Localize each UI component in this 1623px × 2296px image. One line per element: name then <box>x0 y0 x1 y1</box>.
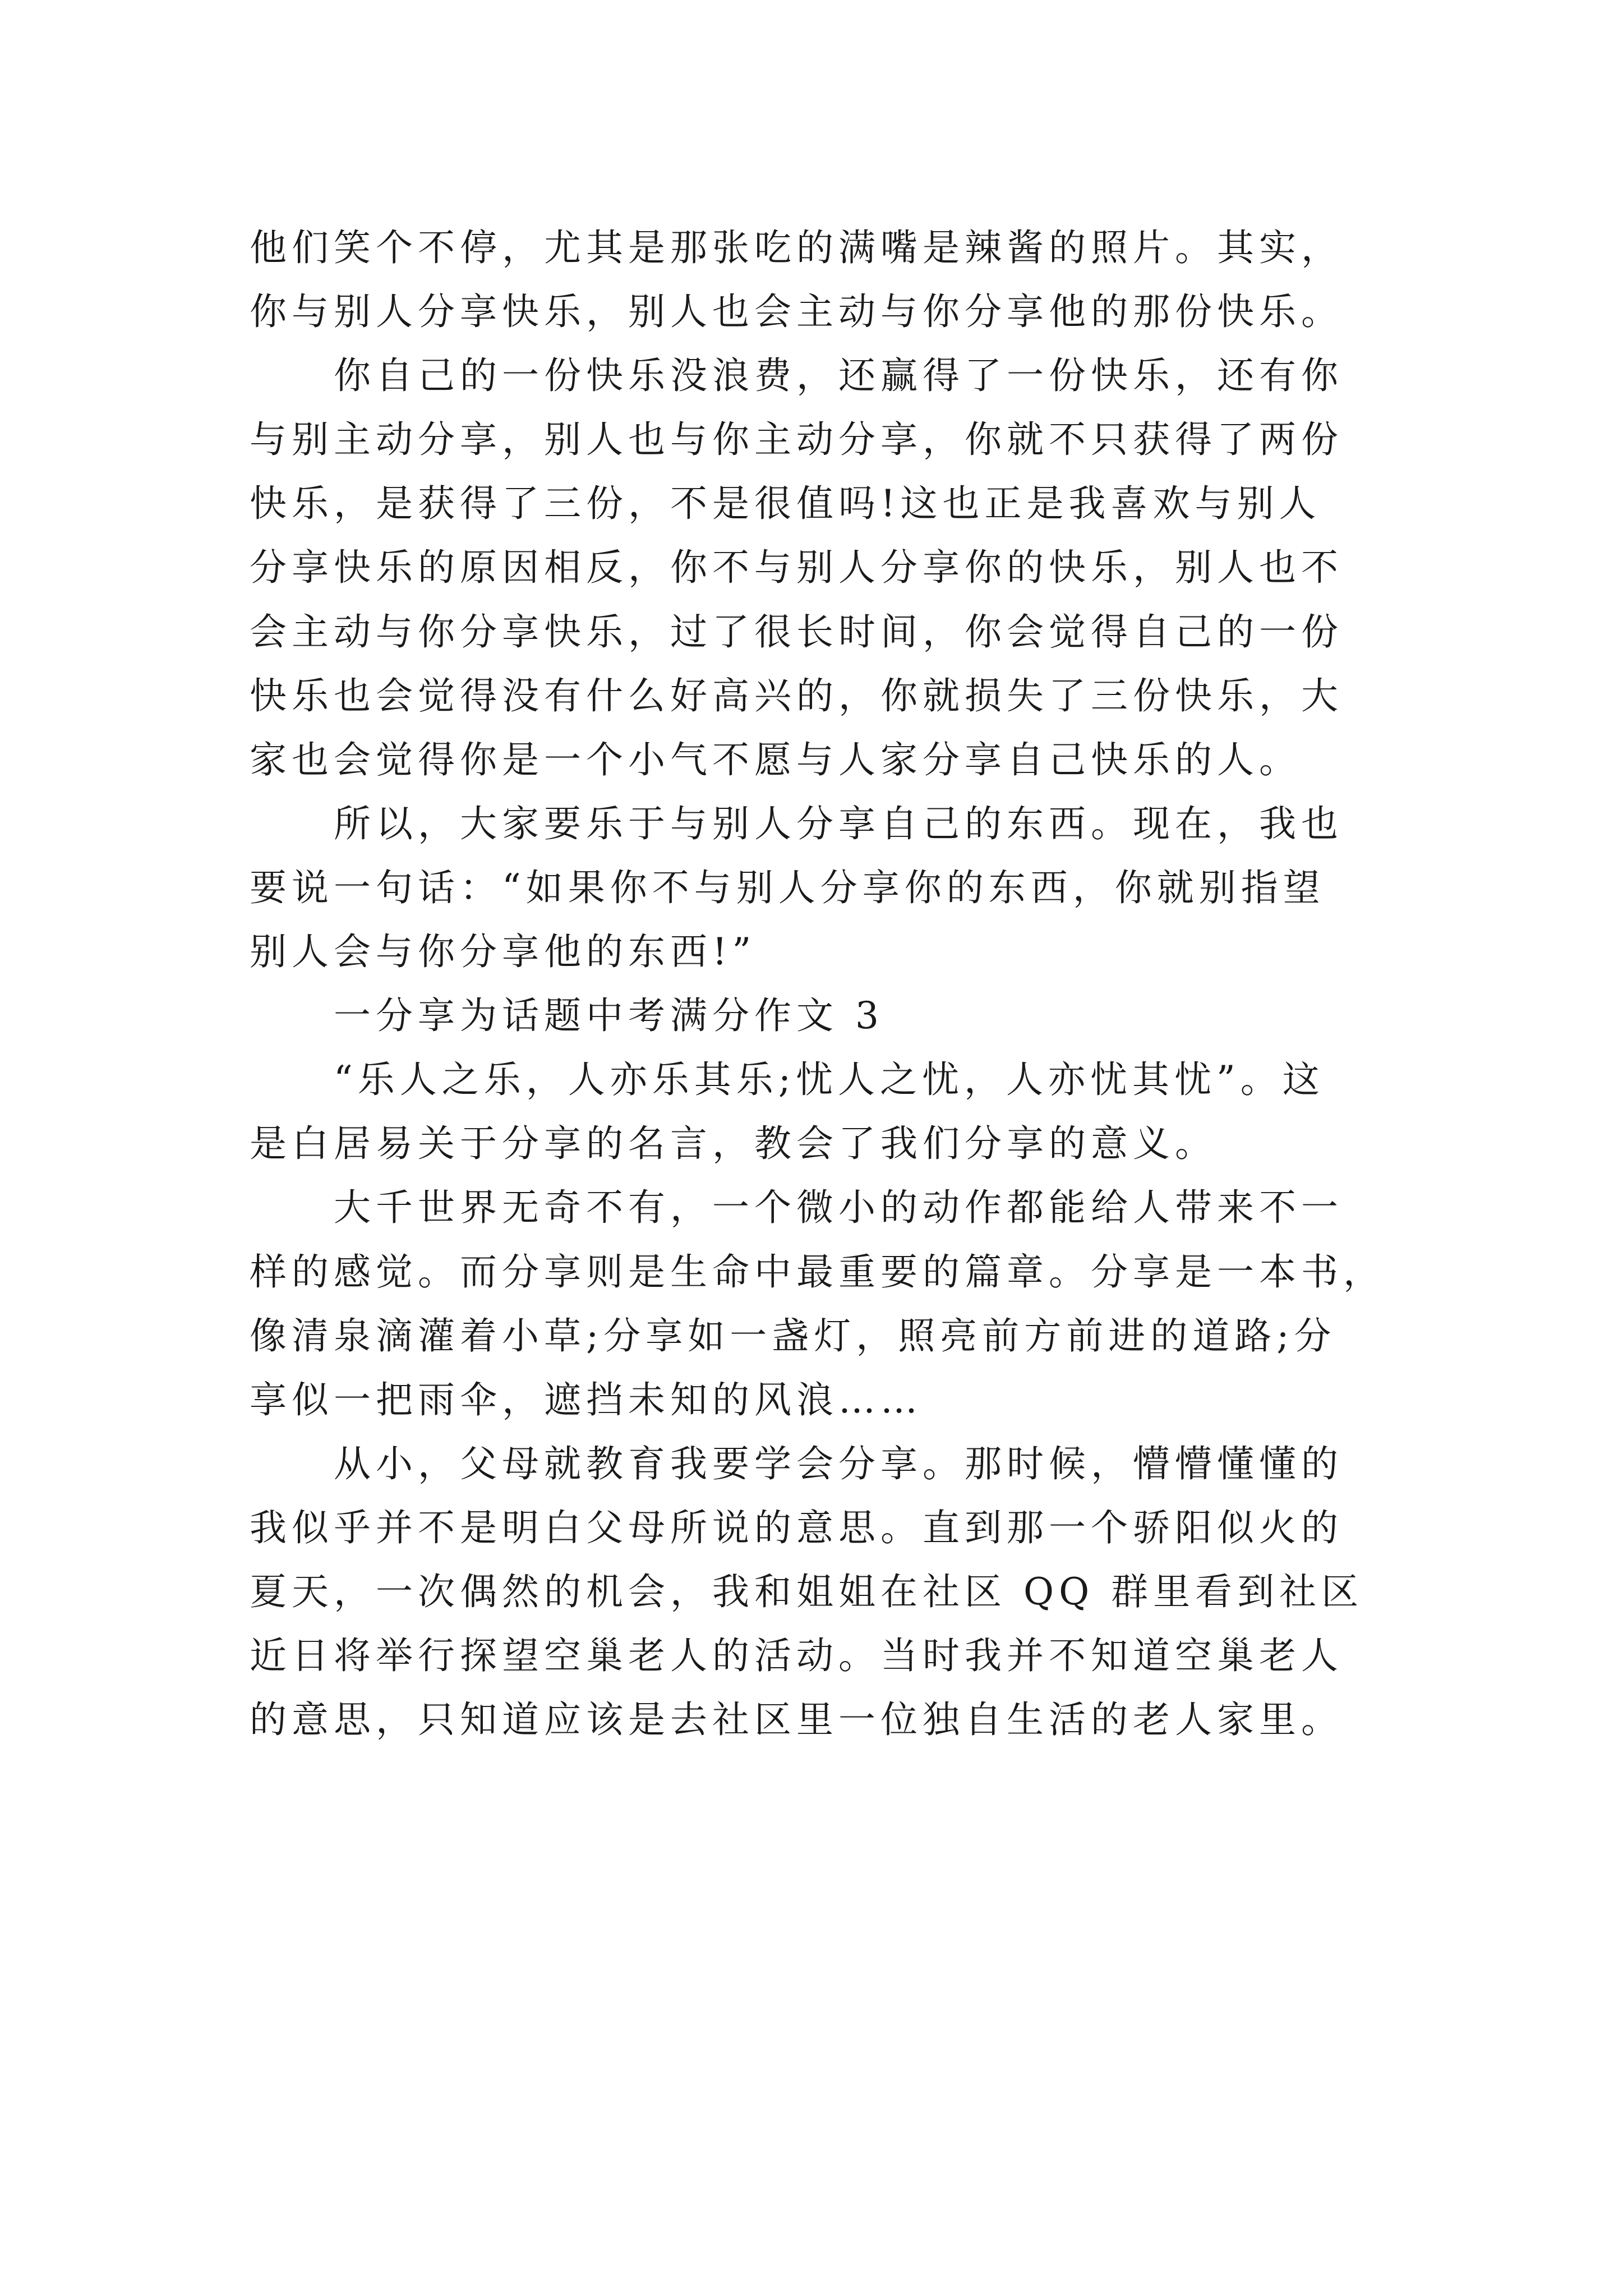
text-line: 所以，大家要乐于与别人分享自己的东西。现在，我也 <box>334 802 1343 845</box>
text-line: 家也会觉得你是一个小气不愿与人家分享自己快乐的人。 <box>250 738 1301 781</box>
text-line: 近日将举行探望空巢老人的活动。当时我并不知道空巢老人 <box>250 1634 1343 1678</box>
text-line: “乐人之乐，人亦乐其乐;忧人之忧，人亦忧其忧”。这 <box>334 1058 1325 1102</box>
text-line: 你与别人分享快乐，别人也会主动与你分享他的那份快乐。 <box>250 290 1343 334</box>
text-line: 享似一把雨伞，遮挡未知的风浪…… <box>250 1378 923 1421</box>
text-line: 与别主动分享，别人也与你主动分享，你就不只获得了两份 <box>250 418 1343 462</box>
body-text <box>250 216 1405 1752</box>
text-line: 大千世界无奇不有，一个微小的动作都能给人带来不一 <box>334 1186 1343 1230</box>
text-line: 他们笑个不停，尤其是那张吃的满嘴是辣酱的照片。其实， <box>250 226 1343 269</box>
text-line: 从小，父母就教育我要学会分享。那时候，懵懵懂懂的 <box>334 1442 1343 1485</box>
text-line: 分享快乐的原因相反，你不与别人分享你的快乐，别人也不 <box>250 546 1343 590</box>
text-line: 像清泉滴灌着小草;分享如一盏灯，照亮前方前进的道路;分 <box>250 1314 1336 1358</box>
text-line: 一分享为话题中考满分作文 3 <box>334 994 884 1038</box>
text-line: 夏天，一次偶然的机会，我和姐姐在社区 QQ 群里看到社区 <box>250 1570 1364 1613</box>
text-line: 要说一句话：“如果你不与别人分享你的东西，你就别指望 <box>250 866 1325 909</box>
text-line: 是白居易关于分享的名言，教会了我们分享的意义。 <box>250 1122 1217 1166</box>
text-line: 别人会与你分享他的东西!” <box>250 930 757 974</box>
text-line: 样的感觉。而分享则是生命中最重要的篇章。分享是一本书， <box>250 1250 1385 1294</box>
text-line: 的意思，只知道应该是去社区里一位独自生活的老人家里。 <box>250 1698 1343 1742</box>
text-line: 我似乎并不是明白父母所说的意思。直到那一个骄阳似火的 <box>250 1506 1343 1549</box>
text-line: 你自己的一份快乐没浪费，还赢得了一份快乐，还有你 <box>334 354 1343 398</box>
text-line: 会主动与你分享快乐，过了很长时间，你会觉得自己的一份 <box>250 610 1343 654</box>
text-line: 快乐，是获得了三份，不是很值吗!这也正是我喜欢与别人 <box>250 482 1321 526</box>
text-line: 快乐也会觉得没有什么好高兴的，你就损失了三份快乐，大 <box>250 674 1343 717</box>
